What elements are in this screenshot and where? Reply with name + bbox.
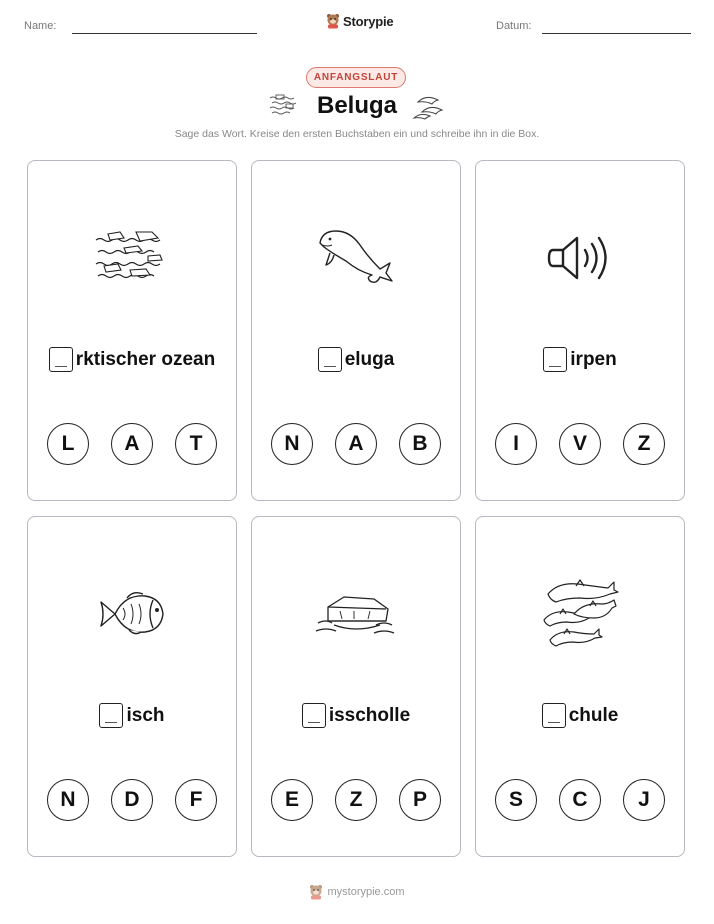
date-label: Datum: xyxy=(496,20,532,32)
letter-options xyxy=(476,779,684,821)
letter-option[interactable]: N xyxy=(47,779,89,821)
word-row xyxy=(28,703,236,728)
answer-box[interactable] xyxy=(543,347,567,372)
letter-option[interactable]: A xyxy=(335,423,377,465)
arctic-ocean-icon xyxy=(94,228,170,288)
beluga-whale-icon xyxy=(314,225,398,291)
letter-option[interactable]: V xyxy=(559,423,601,465)
letter-option[interactable]: T xyxy=(175,423,217,465)
card-picture xyxy=(28,215,236,300)
speaker-icon xyxy=(545,230,615,286)
exercise-card-1 xyxy=(27,160,237,501)
letter-options xyxy=(252,779,460,821)
category-badge: ANFANGSLAUT xyxy=(306,67,406,88)
footer-url[interactable]: mystorypie.com xyxy=(327,886,405,898)
letter-option[interactable]: D xyxy=(111,779,153,821)
instruction-text: Sage das Wort. Kreise den ersten Buchstaben ein und schreibe ihn in die Box. xyxy=(174,128,540,140)
storypie-mascot-icon xyxy=(309,884,323,900)
card-picture xyxy=(252,215,460,300)
word-row xyxy=(476,703,684,728)
card-picture xyxy=(476,571,684,656)
letter-option[interactable]: S xyxy=(495,779,537,821)
date-line[interactable] xyxy=(542,33,691,34)
fish-icon xyxy=(97,588,167,640)
letter-option[interactable]: C xyxy=(559,779,601,821)
worksheet-title: Beluga xyxy=(316,92,397,119)
footer xyxy=(0,884,714,900)
letter-options xyxy=(476,423,684,465)
exercise-card-3 xyxy=(475,160,685,501)
word-remainder: isch xyxy=(126,704,165,726)
exercise-card-4 xyxy=(27,516,237,857)
name-line[interactable] xyxy=(72,33,257,34)
word-remainder: chule xyxy=(568,704,619,726)
word-row xyxy=(476,347,684,372)
exercise-card-6 xyxy=(475,516,685,857)
word-row xyxy=(252,347,460,372)
letter-option[interactable]: Z xyxy=(623,423,665,465)
letter-option[interactable]: F xyxy=(175,779,217,821)
storypie-logo xyxy=(326,13,393,29)
name-label: Name: xyxy=(24,20,57,32)
dolphin-school-icon xyxy=(540,574,620,654)
answer-box[interactable] xyxy=(99,703,123,728)
dolphins-small-icon xyxy=(412,92,446,122)
logo-text: Storypie xyxy=(343,13,394,29)
word-row xyxy=(252,703,460,728)
word-remainder: eluga xyxy=(344,348,395,370)
letter-options xyxy=(28,423,236,465)
storypie-mascot-icon xyxy=(326,13,340,29)
exercise-card-2 xyxy=(251,160,461,501)
ice-floe-icon xyxy=(314,589,398,639)
card-picture xyxy=(28,571,236,656)
letter-options xyxy=(252,423,460,465)
letter-option[interactable]: J xyxy=(623,779,665,821)
answer-box[interactable] xyxy=(49,347,73,372)
letter-options xyxy=(28,779,236,821)
answer-box[interactable] xyxy=(542,703,566,728)
card-picture xyxy=(252,571,460,656)
word-row xyxy=(28,347,236,372)
word-remainder: isscholle xyxy=(328,704,411,726)
letter-option[interactable]: N xyxy=(271,423,313,465)
answer-box[interactable] xyxy=(302,703,326,728)
word-remainder: irpen xyxy=(570,348,617,370)
letter-option[interactable]: I xyxy=(495,423,537,465)
letter-option[interactable]: P xyxy=(399,779,441,821)
letter-option[interactable]: B xyxy=(399,423,441,465)
letter-option[interactable]: A xyxy=(111,423,153,465)
letter-option[interactable]: L xyxy=(47,423,89,465)
word-remainder: rktischer ozean xyxy=(75,348,216,370)
arctic-ice-small-icon xyxy=(268,92,300,118)
letter-option[interactable]: E xyxy=(271,779,313,821)
letter-option[interactable]: Z xyxy=(335,779,377,821)
answer-box[interactable] xyxy=(318,347,342,372)
exercise-card-5 xyxy=(251,516,461,857)
card-picture xyxy=(476,215,684,300)
